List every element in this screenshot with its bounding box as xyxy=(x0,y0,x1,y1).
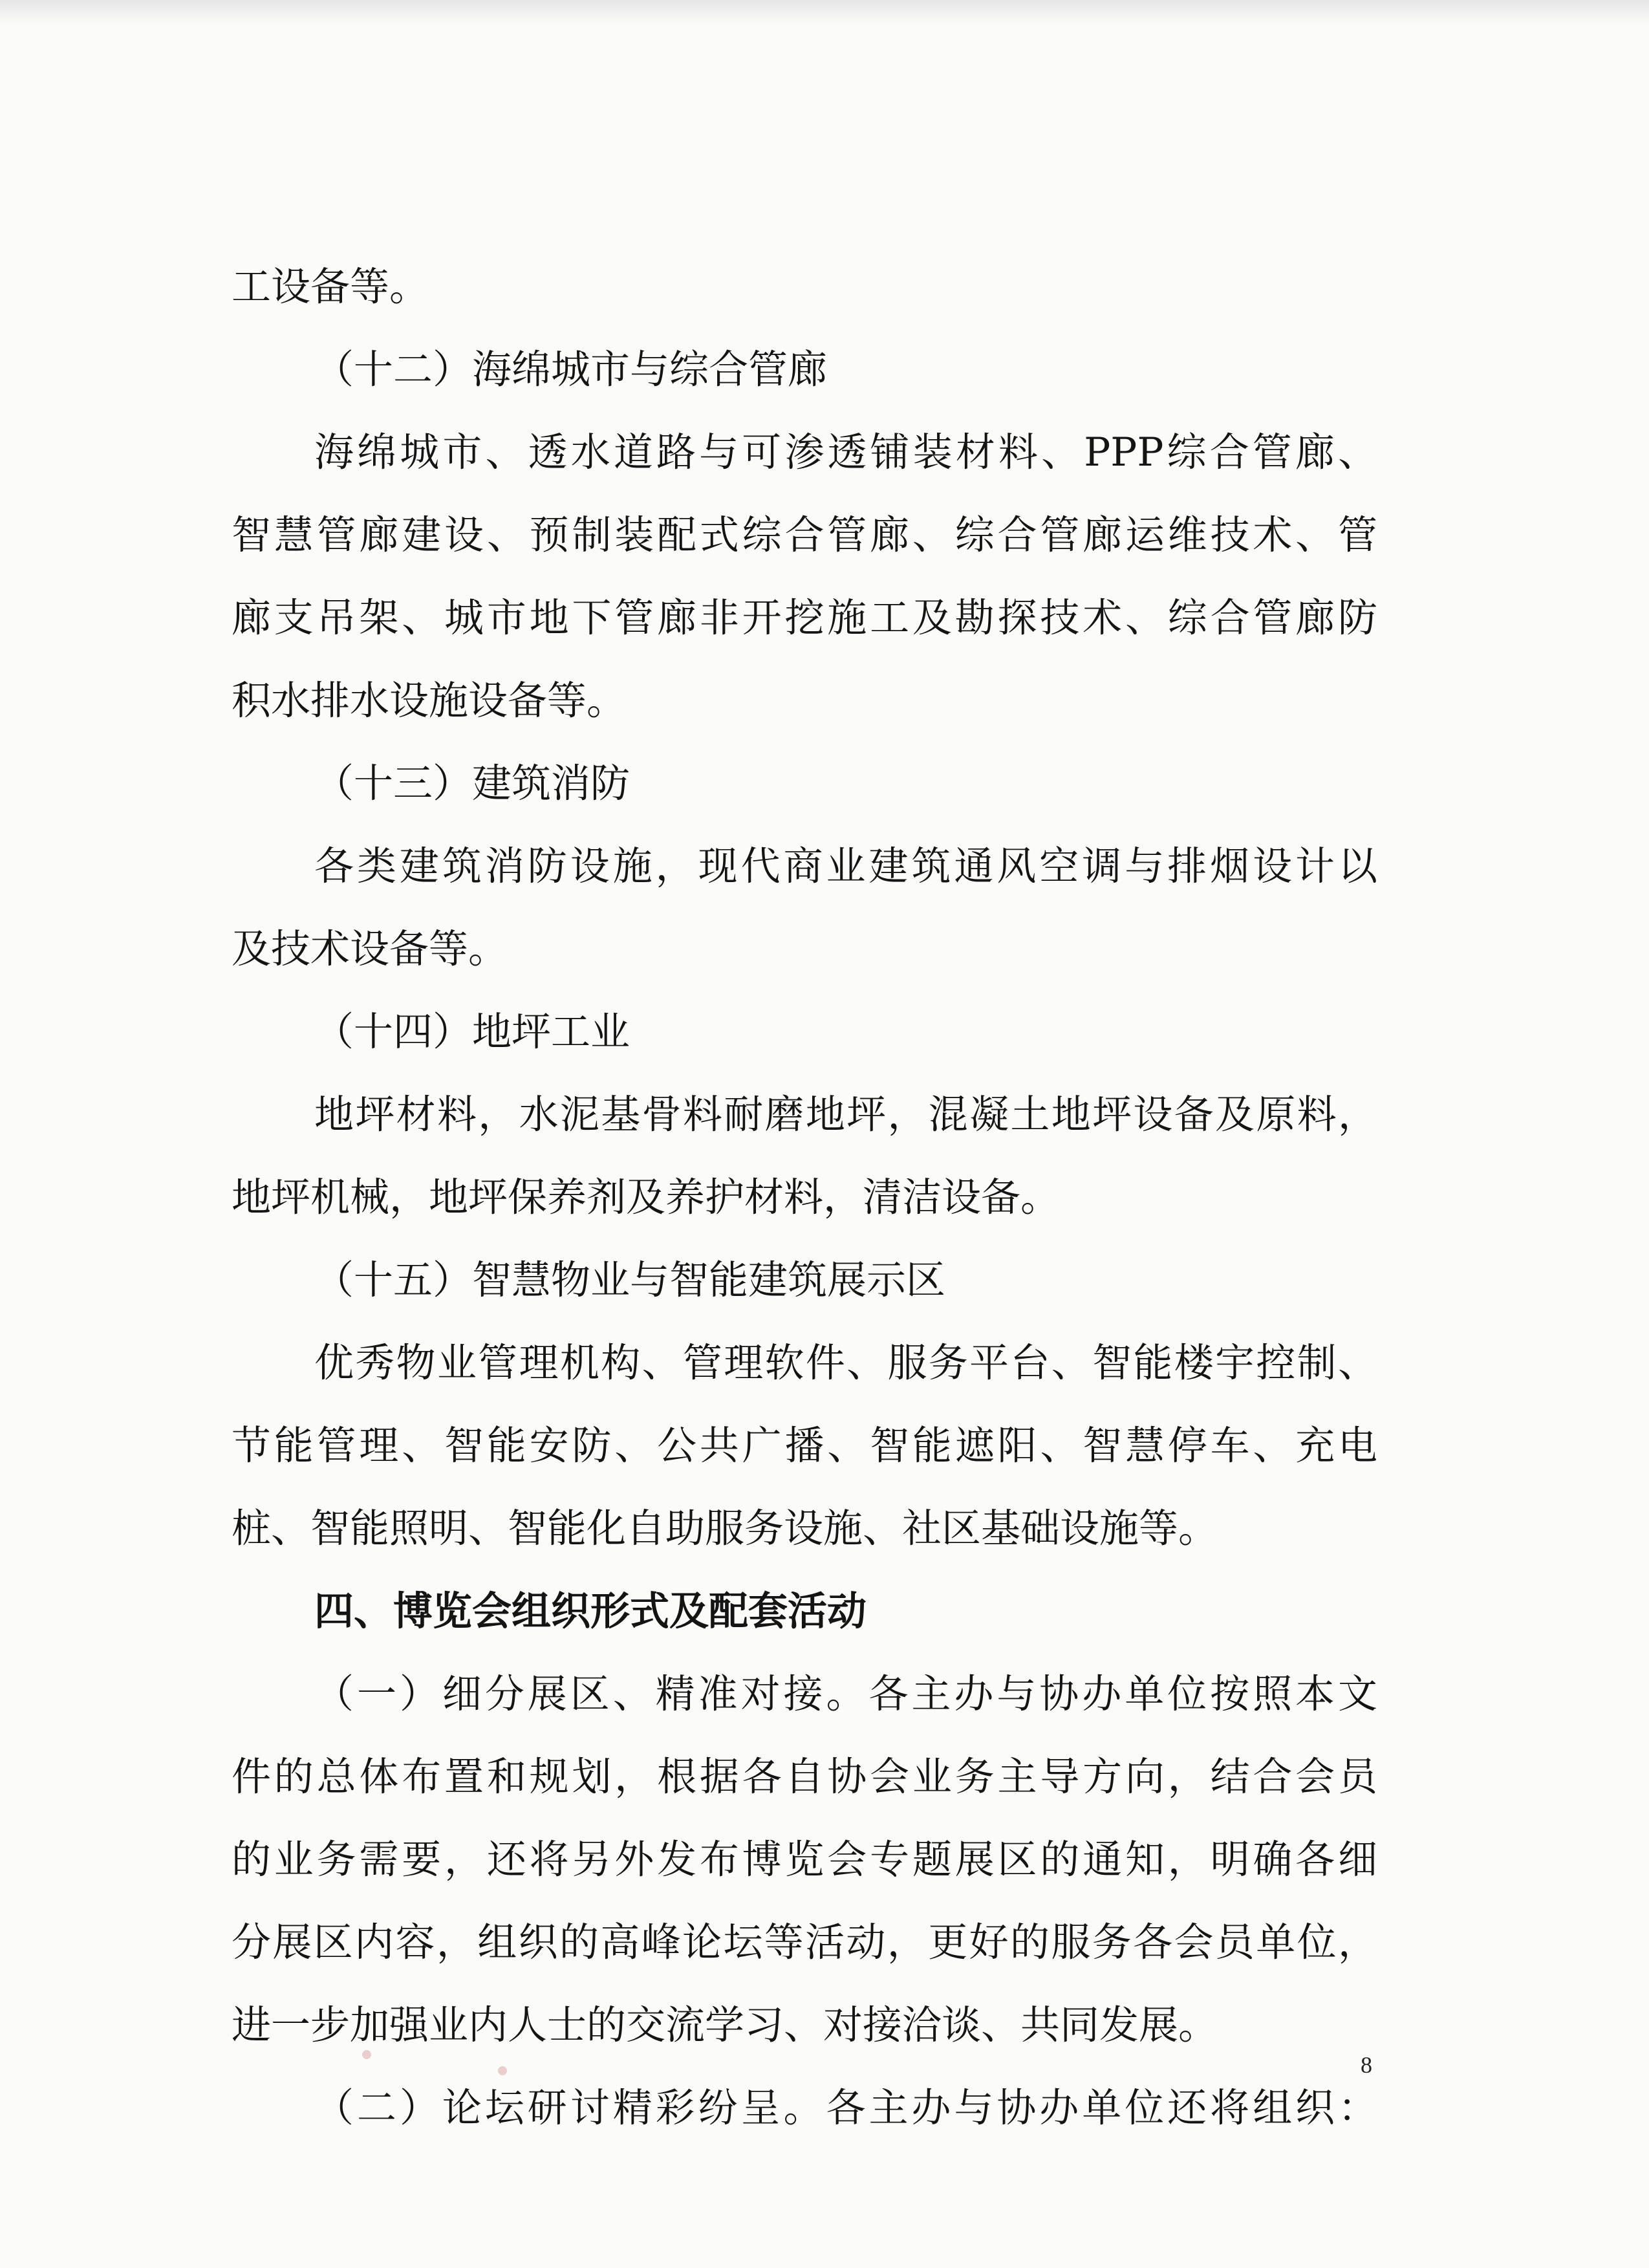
body-line: 地坪机械，地坪保养剂及养护材料，清洁设备。 xyxy=(232,1174,1061,1220)
body-line: 进一步加强业内人士的交流学习、对接洽谈、共同发展。 xyxy=(232,2002,1218,2048)
body-line: 的业务需要，还将另外发布博览会专题展区的通知，明确各细 xyxy=(232,1837,1377,1883)
body-line: 优秀物业管理机构、管理软件、服务平台、智能楼宇控制、 xyxy=(314,1340,1377,1386)
body-line: 各类建筑消防设施，现代商业建筑通风空调与排烟设计以 xyxy=(314,843,1377,889)
body-line: 节能管理、智能安防、公共广播、智能遮阳、智慧停车、充电 xyxy=(232,1423,1377,1469)
stamp-bleed-mark xyxy=(362,2050,371,2059)
body-line: 桩、智能照明、智能化自助服务设施、社区基础设施等。 xyxy=(232,1506,1218,1551)
section-heading: （十四）地坪工业 xyxy=(314,1009,630,1055)
body-line: （一）细分展区、精准对接。各主办与协办单位按照本文 xyxy=(314,1671,1377,1717)
body-line: （二）论坛研讨精彩纷呈。各主办与协办单位还将组织： xyxy=(314,2085,1377,2131)
body-line: 廊支吊架、城市地下管廊非开挖施工及勘探技术、综合管廊防 xyxy=(232,595,1377,641)
stamp-bleed-mark xyxy=(498,2066,507,2075)
body-line: 分展区内容，组织的高峰论坛等活动，更好的服务各会员单位， xyxy=(232,1919,1377,1965)
body-line: 智慧管廊建设、预制装配式综合管廊、综合管廊运维技术、管 xyxy=(232,512,1377,558)
body-line: 及技术设备等。 xyxy=(232,926,508,972)
section-heading: （十二）海绵城市与综合管廊 xyxy=(314,347,828,393)
body-line: 地坪材料，水泥基骨料耐磨地坪，混凝土地坪设备及原料， xyxy=(314,1092,1377,1138)
body-line: 件的总体布置和规划，根据各自协会业务主导方向，结合会员 xyxy=(232,1754,1377,1800)
body-line: 积水排水设施设备等。 xyxy=(232,678,627,724)
chapter-heading: 四、博览会组织形式及配套活动 xyxy=(314,1588,867,1634)
document-body xyxy=(232,246,1377,2150)
section-heading: （十五）智慧物业与智能建筑展示区 xyxy=(314,1257,946,1303)
body-line: 海绵城市、透水道路与可渗透铺装材料、PPP综合管廊、 xyxy=(314,429,1377,475)
scan-edge-shadow xyxy=(0,0,1649,26)
section-heading: （十三）建筑消防 xyxy=(314,761,630,806)
page-number: 8 xyxy=(1361,2052,1372,2078)
body-line: 工设备等。 xyxy=(232,264,429,310)
